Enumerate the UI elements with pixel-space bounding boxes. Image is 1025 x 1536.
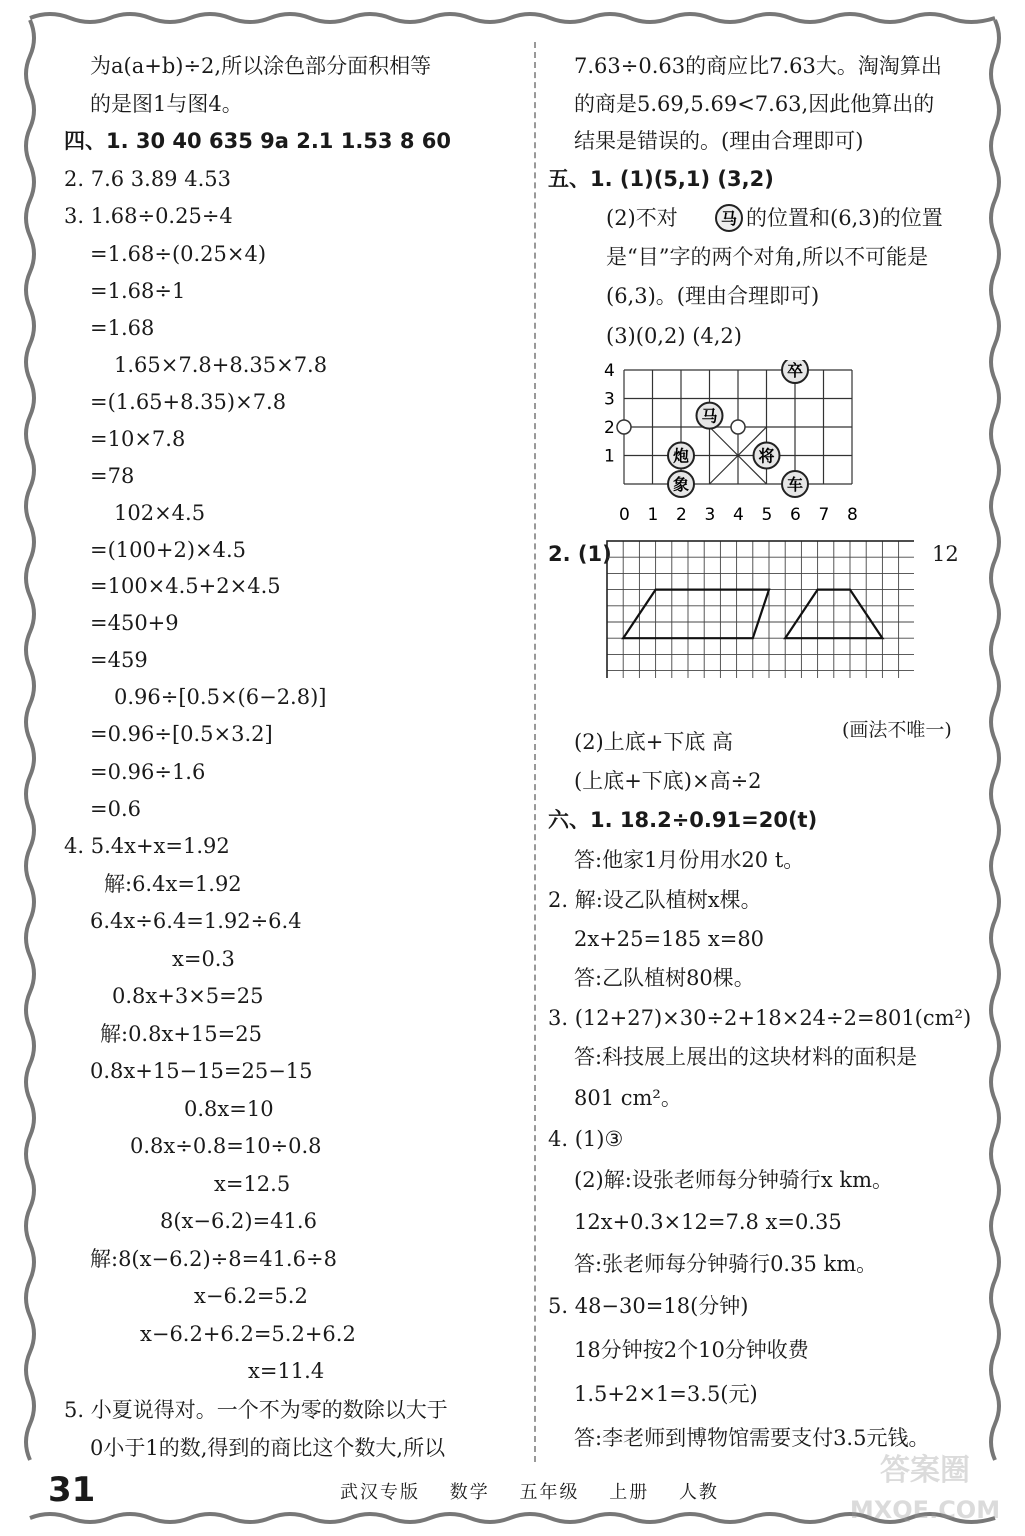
text-line: 0.8x=10 bbox=[184, 1097, 274, 1121]
chess-piece-label: 马 bbox=[701, 406, 718, 426]
section-four-q5: 5. 小夏说得对。一个不为零的数除以大于 bbox=[64, 1398, 448, 1422]
footer-edition: 武汉专版 bbox=[340, 1482, 420, 1503]
footer-publisher: 人教 bbox=[678, 1482, 719, 1503]
text-line: 0小于1的数,得到的商比这个数大,所以 bbox=[90, 1436, 446, 1460]
section-six-q1: 六、1. 18.2÷0.91=20(t) bbox=[548, 808, 818, 832]
text-line: 18分钟按2个10分钟收费 bbox=[574, 1338, 809, 1362]
text-line: =1.68÷(0.25×4) bbox=[90, 242, 267, 266]
text-line: 是“目”字的两个对角,所以不可能是 bbox=[606, 245, 929, 269]
footer-volume: 上册 bbox=[609, 1482, 650, 1503]
x-axis-label: 7 bbox=[818, 505, 830, 525]
horse-piece-label: 马 bbox=[720, 209, 738, 228]
text-line: =459 bbox=[90, 648, 148, 672]
section-five-q1: 五、1. (1)(5,1) (3,2) bbox=[548, 167, 774, 191]
answer-point-marker bbox=[617, 420, 631, 434]
grid-frame bbox=[607, 541, 914, 678]
note: (画法不唯一) bbox=[842, 719, 952, 741]
text-line: (3)(0,2) (4,2) bbox=[606, 324, 742, 348]
text-line: 0.8x÷0.8=10÷0.8 bbox=[130, 1134, 322, 1158]
text-line: 2x+25=185 x=80 bbox=[574, 927, 765, 951]
text-line: 结果是错误的。(理由合理即可) bbox=[574, 129, 864, 153]
text-line: =1.68 bbox=[90, 316, 155, 340]
x-axis-label: 3 bbox=[704, 505, 716, 525]
text-line: (上底+下底)×高÷2 bbox=[574, 769, 762, 793]
text-line: 0.8x+15−15=25−15 bbox=[90, 1059, 313, 1083]
section-four-q1: 四、1. 30 40 635 9a 2.1 1.53 8 60 bbox=[64, 129, 451, 153]
section-four-q2: 2. 7.6 3.89 4.53 bbox=[64, 167, 231, 191]
horse-piece-icon bbox=[714, 203, 744, 233]
x-axis-label: 5 bbox=[761, 505, 773, 525]
text-line: (2)解:设张老师每分钟骑行x km。 bbox=[574, 1168, 893, 1192]
text-line: 6.4x÷6.4=1.92÷6.4 bbox=[90, 909, 302, 933]
text-line: x=11.4 bbox=[248, 1359, 325, 1383]
text-line: x=0.3 bbox=[172, 947, 235, 971]
text-line: =0.96÷[0.5×3.2] bbox=[90, 722, 273, 746]
x-axis-label: 1 bbox=[647, 505, 659, 525]
text-line: 答:张老师每分钟骑行0.35 km。 bbox=[574, 1252, 878, 1276]
footer-grade: 五年级 bbox=[519, 1482, 580, 1503]
text-line: x−6.2=5.2 bbox=[194, 1284, 308, 1308]
text-line: 的位置和(6,3)的位置 bbox=[746, 206, 943, 230]
section-four-q4: 4. 5.4x+x=1.92 bbox=[64, 834, 230, 858]
answer-point-marker bbox=[731, 420, 745, 434]
chess-piece-label: 将 bbox=[758, 446, 775, 466]
y-axis-label: 4 bbox=[604, 361, 615, 381]
chess-piece-label: 炮 bbox=[672, 446, 690, 466]
chess-piece-label: 象 bbox=[672, 475, 690, 494]
section-four-q3: 3. 1.68÷0.25÷4 bbox=[64, 204, 233, 228]
watermark-logo-text: 答案圈 bbox=[880, 1453, 970, 1488]
text-line: =0.96÷1.6 bbox=[90, 760, 206, 784]
text-line: 12x+0.3×12=7.8 x=0.35 bbox=[574, 1210, 842, 1234]
watermark-logo bbox=[840, 1440, 1010, 1530]
y-axis-label: 3 bbox=[604, 389, 615, 410]
text-line: 答:李老师到博物馆需要支付3.5元钱。 bbox=[574, 1426, 930, 1450]
footer-info bbox=[340, 1478, 741, 1504]
text-line: 解:8(x−6.2)÷8=41.6÷8 bbox=[90, 1247, 337, 1271]
text-line: (2)上底+下底 高 bbox=[574, 730, 734, 754]
text-line: 1.65×7.8+8.35×7.8 bbox=[114, 353, 328, 377]
section-five-q2: 2. (1) bbox=[548, 542, 612, 566]
text-line: 1.5+2×1=3.5(元) bbox=[574, 1382, 758, 1406]
text-line: =450+9 bbox=[90, 611, 179, 635]
text-line: 答:他家1月份用水20 t。 bbox=[574, 848, 805, 872]
chess-piece-label: 车 bbox=[786, 475, 804, 494]
x-axis-label: 0 bbox=[619, 505, 630, 525]
text-line: 答:乙队植树80棵。 bbox=[574, 966, 755, 990]
text-line: 102×4.5 bbox=[114, 501, 206, 525]
watermark-site-text: MXQE.COM bbox=[849, 1496, 1001, 1524]
text-line: 12 bbox=[932, 542, 959, 566]
x-axis-label: 6 bbox=[790, 505, 801, 525]
y-axis-label: 1 bbox=[604, 446, 615, 467]
text-line: 为a(a+b)÷2,所以涂色部分面积相等 bbox=[90, 54, 432, 78]
text-line: 0.8x+3×5=25 bbox=[112, 984, 264, 1008]
text-line: 解:0.8x+15=25 bbox=[100, 1022, 262, 1046]
footer-subject: 数学 bbox=[449, 1482, 490, 1503]
text-line: 答:科技展上展出的这块材料的面积是 bbox=[574, 1045, 918, 1069]
text-line: =(100+2)×4.5 bbox=[90, 538, 247, 562]
section-six-q5: 5. 48−30=18(分钟) bbox=[548, 1294, 749, 1318]
x-axis-label: 8 bbox=[847, 505, 858, 525]
text-line: 解:6.4x=1.92 bbox=[104, 872, 242, 896]
text-line: 8(x−6.2)=41.6 bbox=[160, 1209, 317, 1233]
text-line: =(1.65+8.35)×7.8 bbox=[90, 390, 287, 414]
x-axis-label: 2 bbox=[676, 505, 687, 525]
text-line: (2)不对 bbox=[606, 206, 678, 230]
parallelogram-shape bbox=[623, 590, 769, 639]
section-six-q4: 4. (1)③ bbox=[548, 1127, 624, 1151]
trapezoid-grid-diagram bbox=[604, 538, 914, 678]
section-six-q2: 2. 解:设乙队植树x棵。 bbox=[548, 888, 762, 912]
y-axis-label: 2 bbox=[604, 418, 615, 438]
section-six-q3: 3. (12+27)×30÷2+18×24÷2=801(cm²) bbox=[548, 1006, 972, 1030]
text-line: 的商是5.69,5.69<7.63,因此他算出的 bbox=[574, 92, 935, 116]
text-line: 801 cm²。 bbox=[574, 1086, 682, 1110]
text-line: =1.68÷1 bbox=[90, 279, 186, 303]
text-line: =78 bbox=[90, 464, 135, 488]
text-line: x=12.5 bbox=[214, 1172, 291, 1196]
text-line: 0.96÷[0.5×(6−2.8)] bbox=[114, 685, 327, 709]
text-line: =0.6 bbox=[90, 797, 141, 821]
page-number: 31 bbox=[48, 1470, 96, 1510]
chessboard-diagram bbox=[598, 360, 868, 530]
text-line: =100×4.5+2×4.5 bbox=[90, 574, 281, 598]
text-line: (6,3)。(理由合理即可) bbox=[606, 284, 820, 308]
text-line: 的是图1与图4。 bbox=[90, 92, 243, 116]
text-line: =10×7.8 bbox=[90, 427, 186, 451]
text-line: x−6.2+6.2=5.2+6.2 bbox=[140, 1322, 356, 1346]
text-line: 7.63÷0.63的商应比7.63大。淘淘算出 bbox=[574, 54, 942, 78]
x-axis-label: 4 bbox=[733, 505, 744, 525]
column-divider bbox=[534, 42, 536, 1462]
chess-piece-label: 卒 bbox=[786, 361, 804, 380]
